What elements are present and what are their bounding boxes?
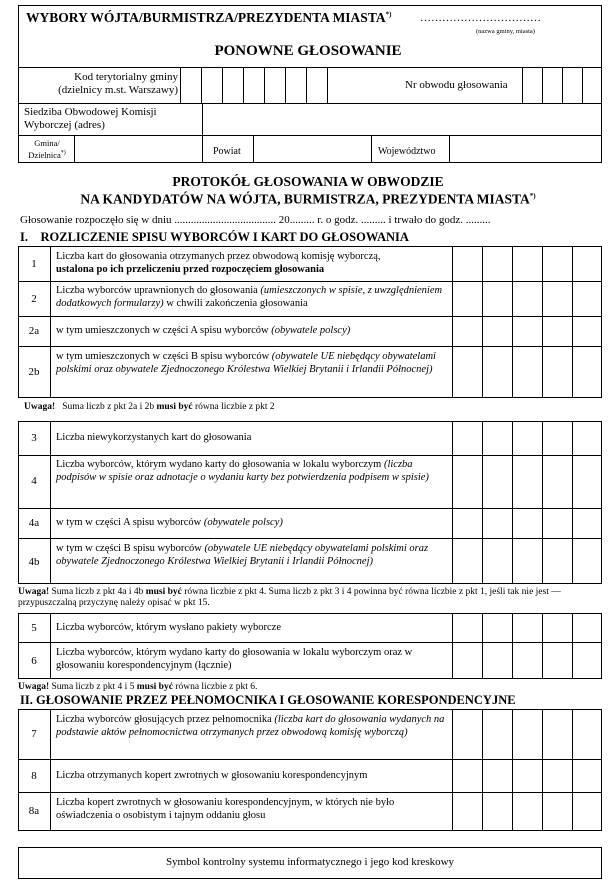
wojewodztwo-label: Województwo	[378, 146, 436, 157]
row-4b-description: w tym w części B spisu wyborców (obywatele UE niebędący obywatelami polskimi oraz obywatele Zjednoczonego Królestwa Wielkiej Brytanii i Irlandii Północnej)	[56, 543, 429, 567]
row-2a-description: w tym umieszczonych w części A spisu wyborców (obywatele polscy)	[56, 325, 351, 336]
section-1-heading: I. ROZLICZENIE SPISU WYBORCÓW I KART DO GŁOSOWANIA	[20, 230, 409, 244]
row-8a-description: Liczba kopert zwrotnych w głosowaniu korespondencyjnym, w których nie było oświadczenia o osobistym i tajnym oddaniu głosu	[56, 797, 395, 821]
row-2a-input[interactable]	[453, 317, 601, 345]
row-5-description: Liczba wyborców, którym wysłano pakiety wyborcze	[56, 622, 281, 633]
row-7-description: Liczba wyborców głosujących przez pełnomocnika (liczba kart do głosowania wydanych na podstawie aktów pełnomocnictwa otrzymanych przez obwodową komisję wyborczą)	[56, 714, 445, 738]
row-number-4a: 4a	[28, 517, 40, 529]
row-number-8a: 8a	[28, 805, 40, 817]
barcode-label: Symbol kontrolny systemu informatycznego i jego kod kreskowy	[165, 856, 455, 868]
territorial-code-input[interactable]	[180, 67, 327, 103]
row-number-7: 7	[31, 728, 37, 740]
note-1: Uwaga! Suma liczb z pkt 2a i 2b musi być równa liczbie z pkt 2	[24, 402, 275, 412]
row-2-input[interactable]	[453, 282, 601, 315]
row-7-input[interactable]	[453, 710, 601, 758]
row-4-description: Liczba wyborców, którym wydano karty do głosowania w lokalu wyborczym (liczba podpisów w spisie oraz adnotacje o wydaniu karty bez potwierdzenia podpisem w spisie)	[56, 459, 429, 483]
row-number-2b: 2b	[28, 366, 40, 378]
row-number-4: 4	[31, 475, 37, 487]
row-3-description: Liczba niewykorzystanych kart do głosowania	[56, 432, 252, 443]
powiat-input[interactable]	[254, 136, 370, 162]
row-number-3: 3	[31, 432, 37, 444]
row-number-1: 1	[31, 258, 37, 270]
election-title: WYBORY WÓJTA/BURMISTRZA/PREZYDENTA MIASTA*)	[26, 10, 392, 25]
commission-seat-label: Siedziba Obwodowej Komisji Wyborczej (adres)	[24, 106, 157, 131]
commission-seat-input[interactable]	[203, 104, 601, 134]
section-2-heading: II. GŁOSOWANIE PRZEZ PEŁNOMOCNIKA I GŁOSOWANIE KORESPONDENCYJNE	[20, 693, 516, 707]
note-3: Uwaga! Suma liczb z pkt 4 i 5 musi być równa liczbie z pkt 6.	[18, 682, 258, 692]
row-1-input[interactable]	[453, 247, 601, 280]
row-number-6: 6	[31, 655, 37, 667]
row-1-description: Liczba kart do głosowania otrzymanych przez obwodową komisję wyborczą, ustalona po ich przeliczeniu przed rozpoczęciem głosowania	[56, 251, 381, 275]
powiat-label: Powiat	[213, 146, 241, 157]
voting-start-line: Głosowanie rozpoczęło się w dniu ..................................... 20......... r. o godz. ......... i trwało do godz. .........	[20, 214, 491, 226]
district-number-label: Nr obwodu głosowania	[405, 79, 508, 91]
note-2: Uwaga! Suma liczb z pkt 4a i 4b musi być równa liczbie z pkt 4. Suma liczb z pkt 3 i 4 powinna być równa liczbie z pkt 1, jeśli tak nie jest — przypuszczalną przyczynę należy opisać w pkt 15.	[18, 587, 561, 608]
municipality-caption: (nazwa gminy, miasta)	[476, 28, 535, 35]
row-4a-description: w tym w części A spisu wyborców (obywatele polscy)	[56, 517, 283, 528]
row-8-input[interactable]	[453, 760, 601, 791]
gmina-label: Gmina/ Dzielnica*)	[28, 138, 66, 160]
row-number-8: 8	[31, 770, 37, 782]
gmina-input[interactable]	[75, 136, 201, 162]
row-number-2: 2	[31, 293, 37, 305]
row-4b-input[interactable]	[453, 539, 601, 583]
row-2b-description: w tym umieszczonych w części B spisu wyborców (obywatele UE niebędący obywatelami polskimi oraz obywatele Zjednoczonego Królestwa Wielkiej Brytanii i Irlandii Północnej)	[56, 351, 436, 375]
row-8-description: Liczba otrzymanych kopert zwrotnych w głosowaniu korespondencyjnym	[56, 770, 368, 781]
row-3-input[interactable]	[453, 422, 601, 454]
row-4a-input[interactable]	[453, 509, 601, 537]
district-number-input[interactable]	[522, 67, 602, 103]
row-number-5: 5	[31, 622, 37, 634]
wojewodztwo-input[interactable]	[450, 136, 600, 162]
protocol-title: PROTOKÓŁ GŁOSOWANIA W OBWODZIE NA KANDYDATÓW NA WÓJTA, BURMISTRZA, PREZYDENTA MIASTA*)	[80, 174, 536, 207]
row-6-description: Liczba wyborców, którym wydano karty do głosowania w lokalu wyborczym oraz w głosowaniu korespondencyjnym (łącznie)	[56, 647, 413, 671]
repeat-vote-title: PONOWNE GŁOSOWANIE	[214, 43, 402, 59]
row-number-2a: 2a	[28, 325, 40, 337]
row-number-4b: 4b	[28, 556, 40, 568]
municipality-dots: ……………………………	[420, 12, 541, 24]
row-4-input[interactable]	[453, 456, 601, 507]
row-2b-input[interactable]	[453, 347, 601, 397]
row-5-input[interactable]	[453, 614, 601, 641]
row-2-description: Liczba wyborców uprawnionych do głosowania (umieszczonych w spisie, z uwzględnieniem dodatkowych formularzy) w chwili zakończenia głosowania	[56, 285, 443, 309]
row-6-input[interactable]	[453, 643, 601, 678]
territorial-code-label: Kod terytorialny gminy (dzielnicy m.st. Warszawy)	[58, 71, 178, 96]
row-8a-input[interactable]	[453, 793, 601, 830]
